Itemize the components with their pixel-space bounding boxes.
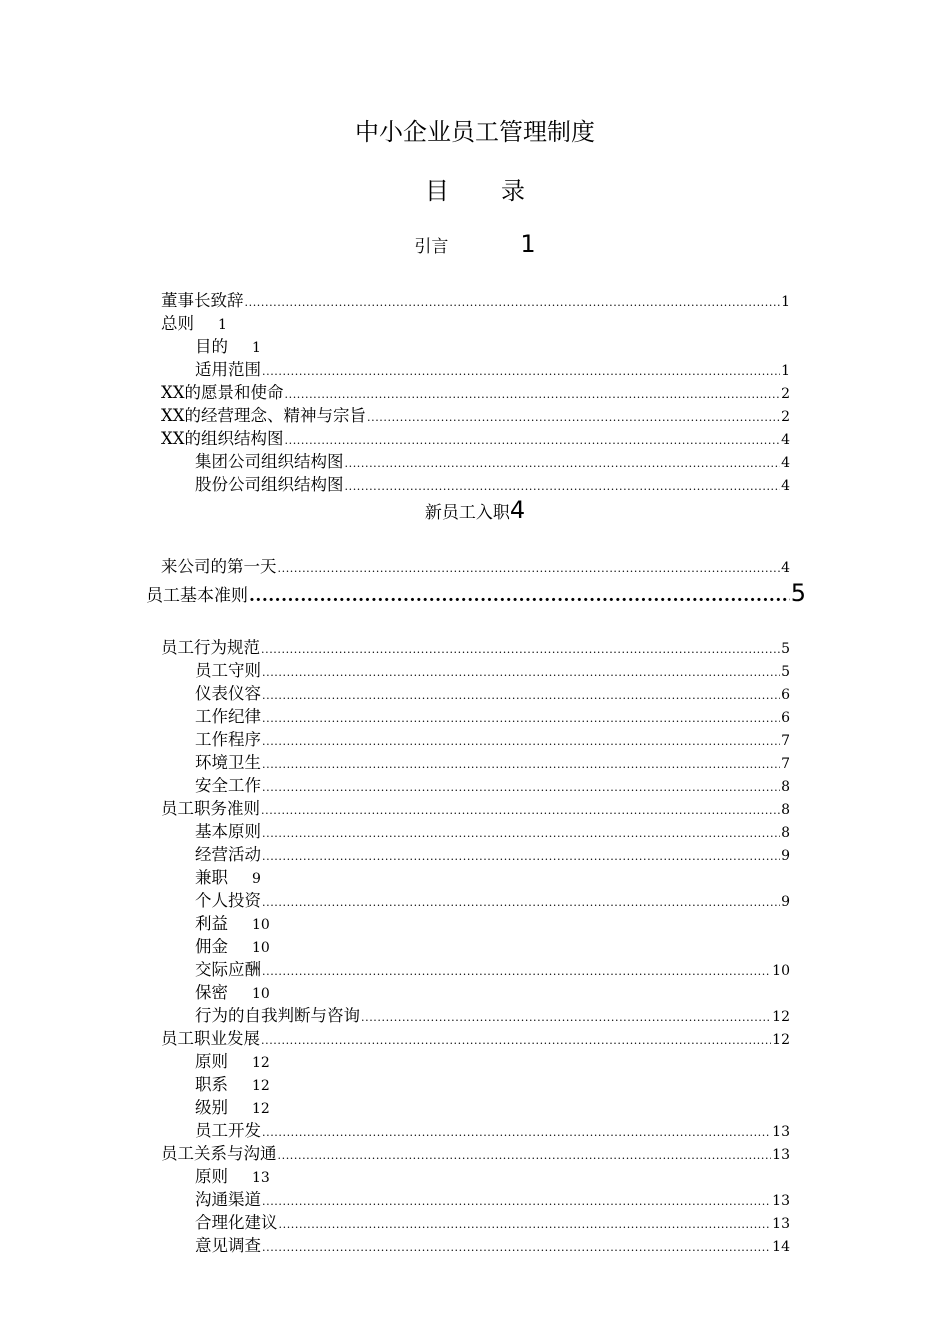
toc-entry-label: 佣金 xyxy=(195,937,228,956)
toc-entry-label: 经营活动 xyxy=(195,845,261,864)
toc-entry[interactable] xyxy=(195,935,270,958)
toc-part-page: 1 xyxy=(520,230,536,258)
toc-entry-label: 沟通渠道 xyxy=(195,1190,261,1209)
toc-leader-dots xyxy=(367,406,780,429)
toc-entry[interactable] xyxy=(161,1142,790,1165)
toc-entry[interactable] xyxy=(161,636,790,659)
toc-part-onboarding[interactable] xyxy=(0,496,950,524)
toc-entry[interactable] xyxy=(161,555,790,578)
toc-entry[interactable] xyxy=(195,659,790,682)
toc-entry[interactable] xyxy=(195,682,790,705)
toc-leader-dots xyxy=(262,1236,771,1259)
toc-entry-page: 10 xyxy=(252,986,270,1002)
toc-entry[interactable] xyxy=(195,866,261,889)
toc-entry-page: 13 xyxy=(252,1170,270,1186)
toc-leader-dots xyxy=(278,557,781,580)
toc-entry-page: 10 xyxy=(252,940,270,956)
toc-entry-page: 4 xyxy=(781,455,790,471)
toc-entry-page: 13 xyxy=(772,1216,790,1232)
toc-leader-dots xyxy=(361,1006,771,1029)
toc-entry-label: 员工守则 xyxy=(195,661,261,680)
toc-entry-page: 12 xyxy=(252,1078,270,1094)
toc-entry-label: 级别 xyxy=(195,1098,228,1117)
toc-entry-page: 13 xyxy=(772,1124,790,1140)
toc-entry[interactable] xyxy=(195,1050,270,1073)
toc-entry-label: 员工行为规范 xyxy=(161,638,260,657)
toc-entry-label: XX的愿景和使命 xyxy=(161,383,284,402)
toc-entry[interactable] xyxy=(195,774,790,797)
toc-leader-dots xyxy=(262,776,780,799)
toc-leader-dots xyxy=(261,799,780,822)
toc-entry-label: 保密 xyxy=(195,983,228,1002)
toc-entry-page: 14 xyxy=(772,1239,790,1255)
toc-entry-page: 2 xyxy=(781,409,790,425)
toc-entry[interactable] xyxy=(195,1234,790,1257)
toc-entry-label: 员工关系与沟通 xyxy=(161,1144,277,1163)
toc-entry-page: 9 xyxy=(781,894,790,910)
toc-entry-page: 9 xyxy=(781,848,790,864)
toc-entry-label: 兼职 xyxy=(195,868,228,887)
toc-entry-page: 10 xyxy=(252,917,270,933)
toc-entry[interactable] xyxy=(195,958,790,981)
toc-entry-page: 12 xyxy=(252,1101,270,1117)
toc-entry[interactable] xyxy=(161,427,790,450)
toc-entry[interactable] xyxy=(195,889,790,912)
toc-entry[interactable] xyxy=(161,797,790,820)
toc-entry-page: 1 xyxy=(218,317,227,333)
toc-part-label: 引言 xyxy=(414,237,449,257)
toc-entry-label: 基本原则 xyxy=(195,822,261,841)
toc-entry[interactable] xyxy=(161,381,790,404)
toc-entry[interactable] xyxy=(161,1027,790,1050)
toc-entry-page: 5 xyxy=(790,579,806,607)
toc-leader-dots xyxy=(262,891,780,914)
toc-leader-dots xyxy=(261,1029,771,1052)
toc-entry-page: 7 xyxy=(781,733,790,749)
toc-entry-page: 12 xyxy=(772,1009,790,1025)
toc-entry-label: 原则 xyxy=(195,1052,228,1071)
toc-heading-char-2: 录 xyxy=(501,177,525,205)
toc-leader-dots xyxy=(278,1144,772,1167)
toc-leader-dots xyxy=(261,638,780,661)
toc-entry-page: 5 xyxy=(781,641,790,657)
toc-entry-label: 合理化建议 xyxy=(195,1213,278,1232)
toc-entry-page: 8 xyxy=(781,802,790,818)
toc-leader-dots xyxy=(262,730,780,753)
toc-entry-label: 员工职业发展 xyxy=(161,1029,260,1048)
document-title: 中小企业员工管理制度 xyxy=(355,118,595,146)
toc-entry-label: 集团公司组织结构图 xyxy=(195,452,344,471)
toc-leader-dots xyxy=(262,707,780,730)
toc-leader-dots xyxy=(345,475,781,498)
toc-entry[interactable] xyxy=(161,404,790,427)
toc-entry[interactable] xyxy=(195,335,261,358)
toc-entry[interactable] xyxy=(195,1211,790,1234)
toc-entry-page: 4 xyxy=(781,560,790,576)
toc-entry[interactable] xyxy=(195,473,790,496)
toc-entry-label: 环境卫生 xyxy=(195,753,261,772)
toc-entry-label: XX的经营理念、精神与宗旨 xyxy=(161,406,366,425)
toc-entry-label: 适用范围 xyxy=(195,360,261,379)
toc-entry-label: 意见调查 xyxy=(195,1236,261,1255)
toc-entry-label: 仪表仪容 xyxy=(195,684,261,703)
toc-entry-page: 4 xyxy=(781,478,790,494)
toc-entry[interactable] xyxy=(161,289,790,312)
toc-entry-page: 9 xyxy=(252,871,261,887)
toc-leader-dots xyxy=(262,1121,771,1144)
toc-entry-page: 12 xyxy=(252,1055,270,1071)
toc-part-label: 新员工入职 xyxy=(424,503,510,523)
toc-entry-page: 6 xyxy=(781,710,790,726)
toc-leader-dots xyxy=(262,684,780,707)
toc-entry-page: 5 xyxy=(781,664,790,680)
toc-entry-page: 13 xyxy=(772,1193,790,1209)
toc-entry[interactable] xyxy=(146,578,806,608)
toc-entry-label: 原则 xyxy=(195,1167,228,1186)
toc-entry-label: 董事长致辞 xyxy=(161,291,244,310)
toc-entry-label: 个人投资 xyxy=(195,891,261,910)
toc-entry-page: 8 xyxy=(781,779,790,795)
toc-entry[interactable] xyxy=(195,1096,270,1119)
toc-entry[interactable] xyxy=(195,1188,790,1211)
toc-entry[interactable] xyxy=(195,820,790,843)
toc-entry-label: 交际应酬 xyxy=(195,960,261,979)
toc-leader-dots xyxy=(285,383,781,406)
toc-entry-label: 来公司的第一天 xyxy=(161,557,277,576)
toc-leader-dots xyxy=(262,960,771,983)
toc-entry[interactable] xyxy=(195,1004,790,1027)
toc-entry-label: 安全工作 xyxy=(195,776,261,795)
toc-entry[interactable] xyxy=(195,705,790,728)
toc-entry-page: 8 xyxy=(781,825,790,841)
toc-entry-page: 2 xyxy=(781,386,790,402)
toc-entry-label: 利益 xyxy=(195,914,228,933)
toc-entry-page: 7 xyxy=(781,756,790,772)
toc-leader-dots xyxy=(262,753,780,776)
toc-leader-dots xyxy=(262,822,780,845)
toc-entry-page: 1 xyxy=(781,363,790,379)
toc-entry[interactable] xyxy=(195,981,270,1004)
toc-leader-dots xyxy=(262,360,780,383)
toc-leader-dots xyxy=(245,291,781,314)
toc-leader-dots xyxy=(345,452,781,475)
toc-leader-dots xyxy=(285,429,781,452)
toc-entry-page: 6 xyxy=(781,687,790,703)
toc-entry[interactable] xyxy=(195,751,790,774)
toc-heading xyxy=(0,171,950,206)
toc-entry-page: 10 xyxy=(772,963,790,979)
toc-leader-dots xyxy=(262,845,780,868)
toc-entry-label: 职系 xyxy=(195,1075,228,1094)
toc-heading-char-1: 目 xyxy=(425,177,449,205)
toc-part-intro[interactable] xyxy=(0,230,950,258)
toc-entry[interactable] xyxy=(195,1119,790,1142)
toc-entry[interactable] xyxy=(195,912,270,935)
toc-entry-page: 1 xyxy=(252,340,261,356)
toc-entry-page: 13 xyxy=(772,1147,790,1163)
toc-entry-label: 工作程序 xyxy=(195,730,261,749)
toc-entry[interactable] xyxy=(195,728,790,751)
toc-entry[interactable] xyxy=(195,843,790,866)
toc-entry-label: 股份公司组织结构图 xyxy=(195,475,344,494)
toc-leader-dots xyxy=(249,581,790,611)
toc-entry-label: 行为的自我判断与咨询 xyxy=(195,1006,360,1025)
toc-entry-page: 12 xyxy=(772,1032,790,1048)
toc-leader-dots xyxy=(262,1190,771,1213)
toc-entry-label: 员工职务准则 xyxy=(161,799,260,818)
toc-entry-label: 工作纪律 xyxy=(195,707,261,726)
toc-entry-label: 员工开发 xyxy=(195,1121,261,1140)
toc-entry-label: 员工基本准则 xyxy=(146,586,248,606)
toc-entry-label: 总则 xyxy=(161,314,194,333)
toc-entry[interactable] xyxy=(195,358,790,381)
toc-leader-dots xyxy=(262,661,780,684)
toc-leader-dots xyxy=(279,1213,772,1236)
toc-entry-page: 1 xyxy=(781,294,790,310)
toc-entry[interactable] xyxy=(161,312,227,335)
toc-entry-label: 目的 xyxy=(195,337,228,356)
toc-entry[interactable] xyxy=(195,1165,270,1188)
toc-entry[interactable] xyxy=(195,1073,270,1096)
toc-part-page: 4 xyxy=(509,496,526,524)
toc-entry-label: XX的组织结构图 xyxy=(161,429,284,448)
toc-entry-page: 4 xyxy=(781,432,790,448)
toc-entry[interactable] xyxy=(195,450,790,473)
